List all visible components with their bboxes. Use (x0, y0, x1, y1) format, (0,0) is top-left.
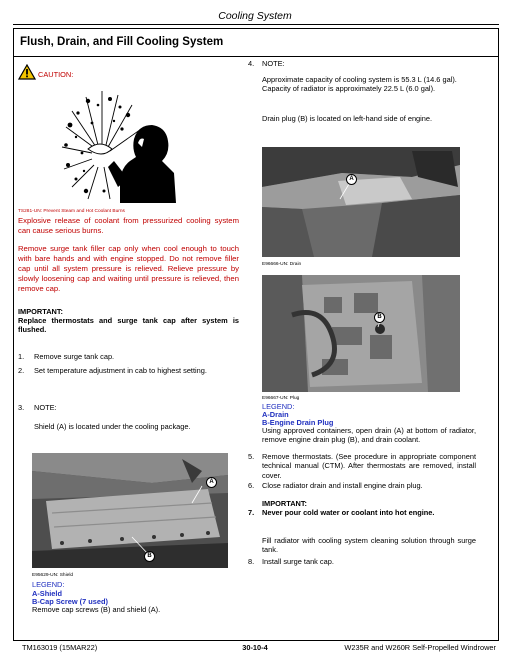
steam-burn-illustration (58, 87, 178, 205)
drain-callout-a: A (346, 174, 357, 185)
plug-photo-art (262, 275, 460, 392)
shield-legend-title: LEGEND: (32, 580, 65, 589)
step-3-note-text: Shield (A) is located under the cooling package. (34, 422, 191, 431)
step-8-number: 8. (248, 557, 255, 566)
important-2-label: IMPORTANT: (262, 499, 308, 508)
shield-photo (32, 453, 228, 568)
step-1-number: 1. (18, 352, 25, 361)
shield-callout-b: B (144, 551, 155, 562)
step-6-text: Close radiator drain and install engine drain plug. (262, 481, 423, 490)
plug-photo (262, 275, 460, 392)
step-4-note-text-2: Drain plug (B) is located on left-hand side of engine. (262, 114, 433, 123)
step-2-number: 2. (18, 366, 25, 375)
drain-photo-art (262, 147, 460, 257)
step-7-number: 7. (248, 508, 255, 517)
running-header: Cooling System (218, 10, 292, 22)
footer-product-title: W235R and W260R Self-Propelled Windrower (344, 643, 496, 652)
step-5-number: 5. (248, 452, 255, 461)
drain-figure-caption: E96666-UN: Drain (262, 262, 302, 267)
important-text: Replace thermostats and surge tank cap after system is flushed. (18, 316, 239, 335)
caution-label: CAUTION: (38, 70, 74, 79)
header-rule (13, 24, 499, 25)
shield-figure-caption: E95629-UN: Shield (32, 573, 74, 578)
shield-legend-item-b: B-Cap Screw (7 used) (32, 597, 108, 606)
step-1-text: Remove surge tank cap. (34, 352, 115, 361)
drain-photo (262, 147, 460, 257)
footer-page-number: 30-10-4 (242, 643, 268, 652)
step-5-text: Remove thermostats. (See procedure in appropriate component technical manual (CTM). After thermostats are removed, install cover. (262, 452, 476, 480)
fill-text: Fill radiator with cooling system cleaning solution through surge tank. (262, 536, 476, 555)
step-3-note-label: NOTE: (34, 403, 57, 412)
warning-triangle-icon (18, 64, 36, 80)
plug-after-text: Using approved containers, open drain (A) at bottom of radiator, remove engine drain plug (B), and drain coolant. (262, 426, 476, 445)
step-7-text: Never pour cold water or coolant into hot engine. (262, 508, 435, 517)
section-title-rule (14, 56, 498, 57)
shield-after-text: Remove cap screws (B) and shield (A). (32, 605, 161, 614)
section-title: Flush, Drain, and Fill Cooling System (20, 36, 224, 48)
step-2-text: Set temperature adjustment in cab to highest setting. (34, 366, 207, 375)
step-3-number: 3. (18, 403, 25, 412)
caution-paragraph-1: Explosive release of coolant from pressurized cooling system can cause serious burns. (18, 216, 239, 235)
step-4-number: 4. (248, 59, 255, 68)
step-4-note-text-1: Approximate capacity of cooling system is 55.3 L (14.6 gal). Capacity of radiator is approximately 22.5 L (6.0 gal). (262, 75, 457, 94)
plug-legend-title: LEGEND: (262, 402, 295, 411)
step-4-note-label: NOTE: (262, 59, 285, 68)
caution-image-caption: TS281-UN: Prevent Steam and Hot Coolant Burns (18, 209, 125, 214)
plug-figure-caption: E96667-UN: Plug (262, 396, 300, 401)
plug-callout-b: B (374, 312, 385, 323)
plug-legend-item-a: A-Drain (262, 410, 289, 419)
shield-photo-art (32, 453, 228, 568)
footer-doc-id: TM163019 (15MAR22) (22, 643, 98, 652)
important-label: IMPORTANT: (18, 307, 64, 316)
caution-paragraph-2: Remove surge tank filler cap only when cool enough to touch with bare hands and with engine stopped. Do not remove filler cap until all system pressure is relieved. Relieve pressure by slowly loosening cap and waiting until pressure is relieved, then remove cap. (18, 244, 239, 293)
step-8-text: Install surge tank cap. (262, 557, 334, 566)
step-6-number: 6. (248, 481, 255, 490)
shield-callout-a: A (206, 477, 217, 488)
plug-legend-item-b: B-Engine Drain Plug (262, 418, 334, 427)
shield-legend-item-a: A-Shield (32, 589, 62, 598)
